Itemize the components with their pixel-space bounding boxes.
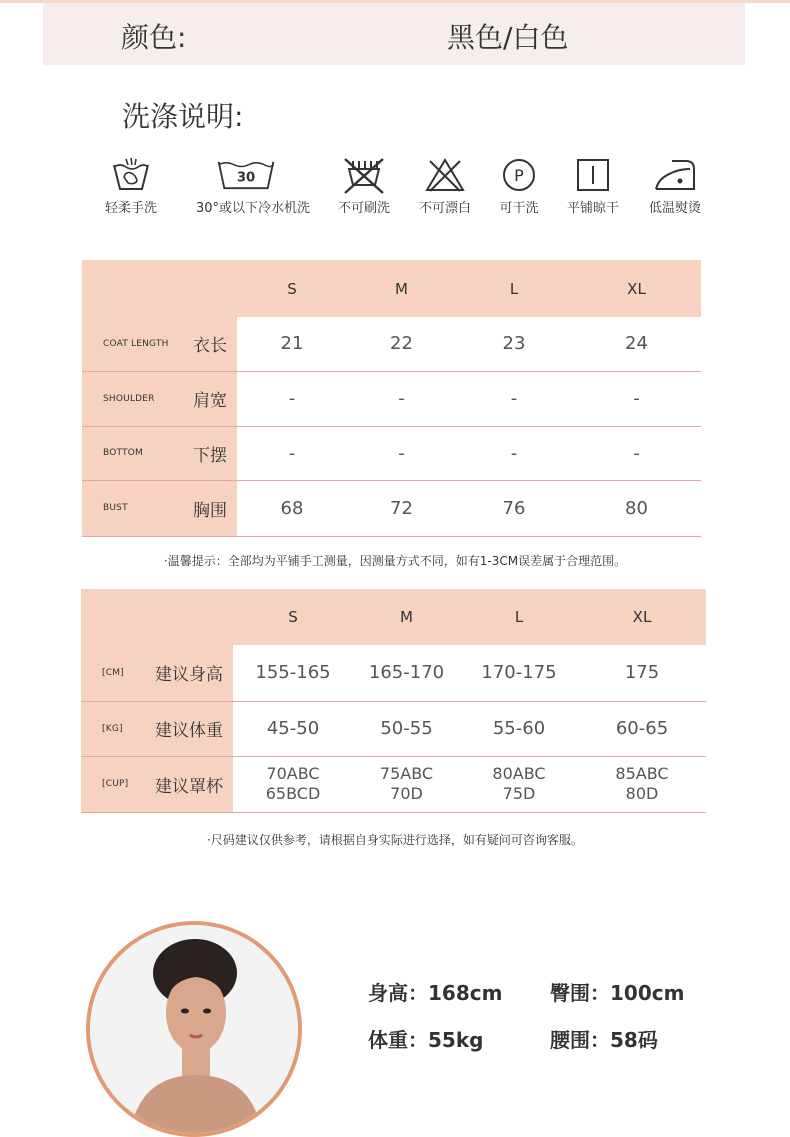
table-row: [82, 317, 701, 371]
dry-flat-icon: [568, 155, 618, 195]
row-label-en: [CM]: [102, 667, 124, 678]
header-size: M: [353, 589, 460, 645]
cup-line: 70D: [390, 784, 423, 803]
table-cell: -: [456, 426, 572, 480]
table-cell: 24: [572, 317, 701, 371]
row-label-en: [CUP]: [102, 779, 129, 789]
table-row: [81, 701, 706, 756]
table-cell: [460, 756, 578, 812]
row-header: [81, 645, 233, 701]
cup-line: 70ABC: [266, 764, 320, 783]
row-label-en: [KG]: [102, 723, 123, 734]
row-label-zh: 建议罩杯: [155, 776, 223, 797]
row-header: [82, 371, 237, 426]
row-label-zh: 胸围: [193, 500, 227, 521]
table-row: [82, 480, 701, 536]
header-size: L: [456, 260, 572, 317]
table-cell: -: [347, 371, 456, 426]
color-value: 黑色/白色: [447, 21, 569, 54]
size-table-recommendation: [81, 589, 706, 813]
row-header: [82, 426, 237, 480]
model-portrait-image: [90, 925, 298, 1133]
machine-wash-30-icon: [213, 155, 279, 195]
table-row: [81, 645, 706, 701]
table-cell: 170-175: [460, 645, 578, 701]
header-corner: [81, 589, 233, 645]
header-size: L: [460, 589, 578, 645]
color-row: [43, 3, 745, 65]
row-label-en: BOTTOM: [103, 448, 143, 458]
low-iron-icon: [650, 155, 700, 195]
model-hip: 臀围：100cm: [550, 981, 685, 1005]
table-cell: -: [237, 371, 347, 426]
cup-line: 65BCD: [265, 784, 321, 803]
wash-label: 可干洗: [499, 201, 539, 216]
row-label-zh: 建议体重: [155, 721, 223, 741]
model-weight: 体重：55kg: [368, 1028, 484, 1052]
table-cell: [233, 756, 353, 812]
wash-title: 洗涤说明:: [122, 100, 244, 133]
table-header-row: [81, 589, 706, 645]
row-label-en: SHOULDER: [103, 393, 155, 404]
cup-line: 85ABC: [615, 764, 669, 783]
table-header-row: [82, 260, 701, 317]
table-cell: 68: [237, 480, 347, 536]
wash-label: 轻柔手洗: [104, 201, 157, 216]
row-header: [82, 480, 237, 536]
table-cell: 76: [456, 480, 572, 536]
cup-line: 80D: [625, 784, 659, 803]
svg-text:30: 30: [236, 170, 256, 186]
table-cell: -: [572, 371, 701, 426]
table-row: [82, 371, 701, 426]
cup-line: 75ABC: [379, 764, 434, 783]
table-cell: 22: [347, 317, 456, 371]
dry-clean-icon: [494, 155, 544, 195]
wash-item-machine-wash: [196, 155, 311, 217]
table-cell: [353, 756, 460, 812]
row-label-zh: 建议身高: [155, 665, 223, 686]
measurement-note: ·温馨提示：全部均为平铺手工测量，因测量方式不同，如有1-3CM误差属于合理范围。: [163, 554, 627, 568]
no-bleach-icon: [420, 155, 470, 195]
row-label-zh: 衣长: [193, 336, 227, 357]
cup-line: 75D: [502, 784, 536, 803]
svg-text:P: P: [514, 166, 524, 185]
row-label-zh: 下摆: [193, 445, 227, 466]
table-cell: 45-50: [233, 701, 353, 756]
color-label: 颜色:: [121, 21, 187, 54]
table-cell: 80: [572, 480, 701, 536]
header-size: M: [347, 260, 456, 317]
table-cell: 175: [578, 645, 706, 701]
row-label-zh: 肩宽: [193, 391, 227, 411]
table-cell: -: [572, 426, 701, 480]
header-size: XL: [572, 260, 701, 317]
wash-item-hand-wash: [81, 155, 181, 217]
table-cell: 23: [456, 317, 572, 371]
wash-label: 30°或以下冷水机洗: [196, 201, 311, 216]
hand-wash-icon: [106, 155, 156, 195]
row-label-en: BUST: [103, 503, 128, 513]
header-size: S: [233, 589, 353, 645]
table-cell: -: [456, 371, 572, 426]
model-waist: 腰围：58码: [550, 1028, 658, 1052]
header-size: XL: [578, 589, 706, 645]
table-cell: -: [237, 426, 347, 480]
row-header: [81, 701, 233, 756]
row-header: [82, 317, 237, 371]
model-height: 身高：168cm: [368, 981, 503, 1005]
table-cell: 55-60: [460, 701, 578, 756]
table-row: [82, 426, 701, 480]
table-cell: -: [347, 426, 456, 480]
table-cell: 155-165: [233, 645, 353, 701]
row-label-en: COAT LENGTH: [103, 338, 169, 349]
wash-label: 低温熨烫: [648, 201, 701, 216]
table-cell: 72: [347, 480, 456, 536]
no-brush-icon: [339, 155, 389, 195]
table-cell: [578, 756, 706, 812]
row-header: [81, 756, 233, 812]
table-cell: 21: [237, 317, 347, 371]
table-row: [81, 756, 706, 812]
model-photo: [86, 921, 302, 1137]
cup-line: 80ABC: [492, 764, 546, 783]
size-advice-note: ·尺码建议仅供参考，请根据自身实际进行选择，如有疑问可咨询客服。: [207, 833, 583, 847]
wash-item-low-iron: [625, 155, 725, 217]
table-cell: 60-65: [578, 701, 706, 756]
table-cell: 165-170: [353, 645, 460, 701]
size-table-measurements: [82, 260, 701, 537]
table-cell: 50-55: [353, 701, 460, 756]
header-corner: [82, 260, 237, 317]
wash-label: 平铺晾干: [566, 201, 619, 216]
wash-label: 不可漂白: [418, 201, 471, 216]
wash-label: 不可刷洗: [337, 201, 390, 216]
header-size: S: [237, 260, 347, 317]
